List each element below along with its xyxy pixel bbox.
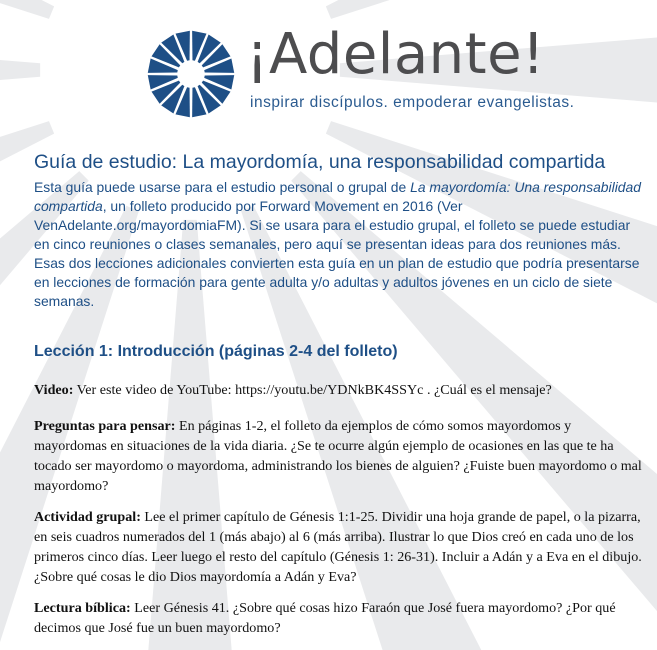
intro-text-1: Esta guía puede usarse para el estudio personal o grupal de (34, 179, 411, 195)
logo-core (180, 63, 202, 85)
logo-wordmark: ¡Adelante! (246, 22, 545, 87)
section-label: Lectura bíblica: (34, 600, 131, 616)
section-group-activity (34, 507, 646, 587)
section-video (34, 380, 646, 400)
intro-book-title: La mayordomía: Una responsabilidad compartida (34, 179, 641, 214)
logo-tagline: inspirar discípulos. empoderar evangelistas. (250, 94, 575, 111)
section-text: Leer Génesis 41. ¿Sobre qué cosas hizo Faraón que José fuera mayordomo? ¿Por qué decimos que José fue un buen mayordomo? (34, 600, 616, 636)
section-questions (34, 416, 646, 496)
section-label: Preguntas para pensar: (34, 418, 176, 434)
intro-text-2: , un folleto producido por Forward Movement en 2016 (Ver VenAdelante.org/mayordomiaFM). Si se usara para el estudio grupal, el folleto se puede estudiar en cinco reuniones o clases semanales, pero aquí se presentan ideas para dos reuniones más. Esas dos lecciones adicionales convierten esta guía en un plan de estudio que podría presentarse en lecciones de formación para gente adulta y/o adultas y adultos jóvenes en un ciclo de siete semanas. (34, 198, 640, 309)
section-label: Actividad grupal: (34, 509, 141, 525)
section-text: Lee el primer capítulo de Génesis 1:1-25. Dividir una hoja grande de papel, o la pizarra, en seis cuadros numerados del 1 (más abajo) al 6 (más arriba). Ilustrar lo que Dios creó en cada uno de los primeros cinco días. Leer luego el resto del capítulo (Génesis 1: 26-31). Incluir a Adán y a Eva en el dibujo. ¿Sobre qué cosas le dio Dios mayordomía a Adán y Eva? (34, 509, 642, 585)
intro-paragraph (34, 178, 646, 311)
section-bible-reading (34, 598, 646, 638)
sunburst-octagon-icon (145, 28, 237, 120)
section-text: En páginas 1-2, el folleto da ejemplos de cómo somos mayordomos y mayordomas en situaciones de la vida diaria. ¿Se te ocurre algún ejemplo de ocasiones en las que te ha tocado ser mayordomo o mayordoma, administrando los bienes de alguien? ¿Fuiste buen mayordomo o mal mayordomo? (34, 418, 642, 494)
section-text: Ver este video de YouTube: https://youtu.be/YDNkBK4SSYc . ¿Cuál es el mensaje? (73, 382, 552, 398)
page-title: Guía de estudio: La mayordomía, una responsabilidad compartida (34, 151, 606, 173)
section-label: Video: (34, 382, 74, 398)
lesson-heading: Lección 1: Introducción (páginas 2-4 del folleto) (34, 343, 398, 360)
